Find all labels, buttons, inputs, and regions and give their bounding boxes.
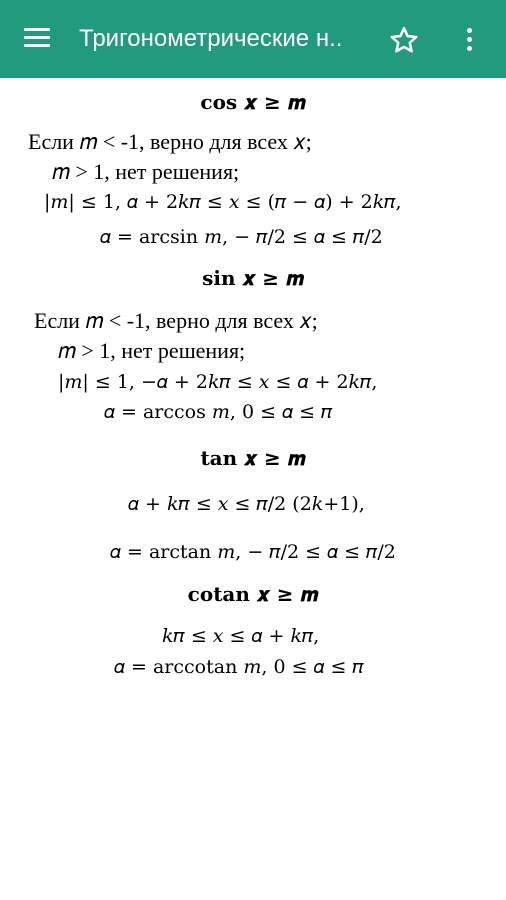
heading-cotan: cotan 𝒙 ≥ 𝒎	[187, 582, 319, 606]
menu-icon[interactable]	[24, 28, 52, 50]
sin-line-2: 𝑚 > 1, нет решения;	[58, 338, 246, 363]
heading-tan: tan 𝒙 ≥ 𝒎	[200, 446, 306, 470]
app-title: Тригонометрические н..	[79, 25, 343, 52]
more-vert-icon[interactable]	[461, 28, 477, 52]
app-bar	[0, 0, 506, 78]
cos-line-3: |𝑚| ≤ 1, 𝛼 + 2𝑘𝜋 ≤ 𝑥 ≤ (𝜋 − 𝛼) + 2𝑘𝜋,	[44, 191, 402, 213]
cotan-line-2: 𝛼 = arccotan 𝑚, 0 ≤ 𝛼 ≤ 𝜋	[114, 656, 364, 678]
heading-sin: sin 𝒙 ≥ 𝒎	[202, 266, 304, 290]
tan-line-1: 𝛼 + 𝑘𝜋 ≤ 𝑥 ≤ 𝜋/2 (2𝑘+1),	[128, 493, 365, 515]
cos-line-2: 𝑚 > 1, нет решения;	[52, 159, 240, 184]
heading-cos: cos 𝒙 ≥ 𝒎	[200, 90, 306, 114]
sin-line-3: |𝑚| ≤ 1, −𝛼 + 2𝑘𝜋 ≤ 𝑥 ≤ 𝛼 + 2𝑘𝜋,	[58, 371, 378, 393]
star-outline-icon[interactable]	[388, 25, 420, 55]
sin-line-4: 𝛼 = arccos 𝑚, 0 ≤ 𝛼 ≤ 𝜋	[104, 401, 333, 423]
cotan-line-1: 𝑘𝜋 ≤ 𝑥 ≤ 𝛼 + 𝑘𝜋,	[162, 625, 320, 647]
cos-line-4: 𝛼 = arcsin 𝑚, − 𝜋/2 ≤ 𝛼 ≤ 𝜋/2	[100, 226, 383, 248]
sin-line-1: Если 𝑚 < -1, верно для всех 𝑥;	[34, 308, 318, 333]
tan-line-2: 𝛼 = arctan 𝑚, − 𝜋/2 ≤ 𝛼 ≤ 𝜋/2	[110, 541, 396, 563]
cos-line-1: Если 𝑚 < -1, верно для всех 𝑥;	[28, 129, 312, 154]
formula-content	[0, 78, 506, 900]
